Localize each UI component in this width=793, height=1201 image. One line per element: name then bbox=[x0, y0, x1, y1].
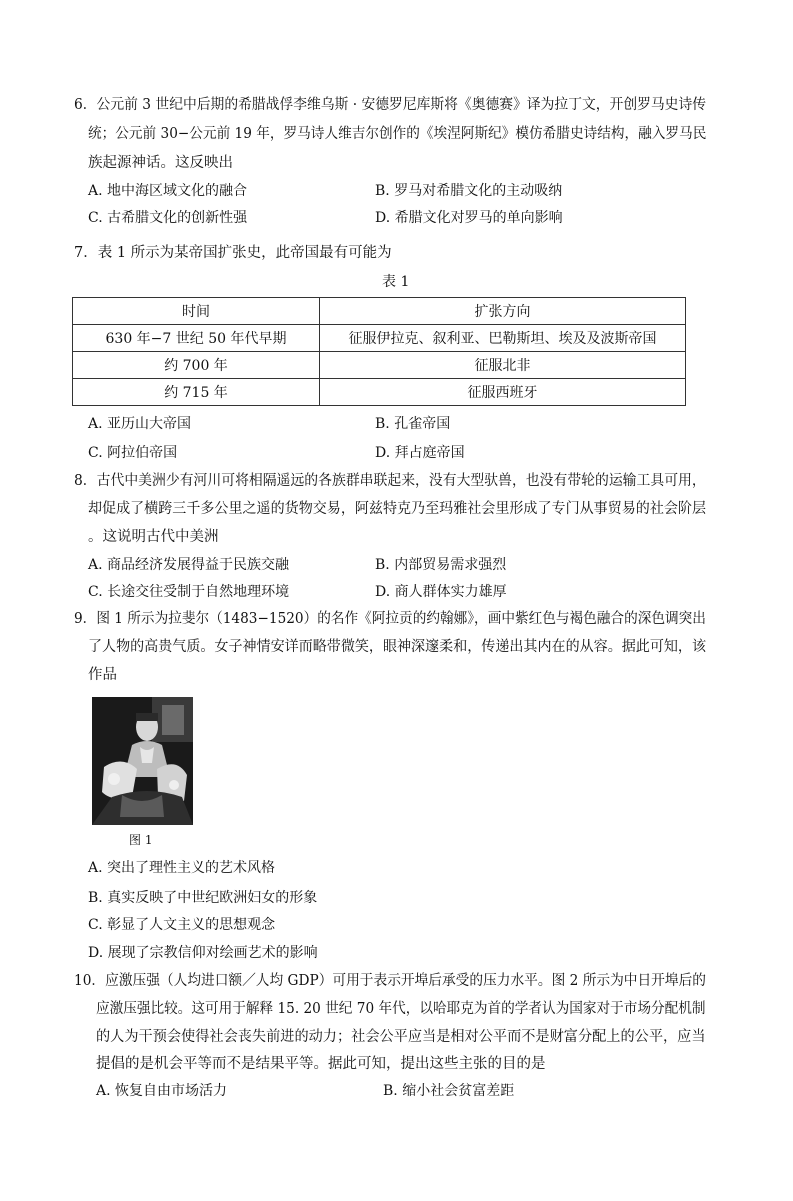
table-header-row bbox=[73, 298, 686, 325]
table-caption: 表 1 bbox=[382, 274, 410, 290]
table-row bbox=[73, 325, 686, 352]
q6-stem-line-3: 族起源神话。这反映出 bbox=[88, 155, 233, 171]
q6-stem-line-2: 统；公元前 30−公元前 19 年，罗马诗人维吉尔创作的《埃涅阿斯纪》模仿希腊史诗结构，融入罗马民 bbox=[88, 126, 707, 142]
q8-stem-line-3: 。这说明古代中美洲 bbox=[88, 529, 219, 545]
q8-stem-line-2: 却促成了横跨三千多公里之遥的货物交易，阿兹特克乃至玛雅社会里形成了专门从事贸易的社会阶层 bbox=[88, 501, 707, 517]
q7-option-b: B. 孔雀帝国 bbox=[375, 416, 451, 432]
table-cell-time: 630 年−7 世纪 50 年代早期 bbox=[73, 325, 320, 352]
q10-stem-line-4: 提倡的是机会平等而不是结果平等。据此可知，提出这些主张的目的是 bbox=[96, 1056, 546, 1072]
q8-stem-line-1: 8．古代中美洲少有河川可将相隔遥远的各族群串联起来，没有大型驮兽，也没有带轮的运输工具可用， bbox=[74, 473, 706, 489]
table-cell-time: 约 700 年 bbox=[73, 352, 320, 379]
table-cell-direction: 征服北非 bbox=[320, 352, 686, 379]
q7-option-a: A. 亚历山大帝国 bbox=[88, 416, 192, 432]
q6-option-a: A. 地中海区域文化的融合 bbox=[88, 183, 248, 199]
table-cell-time: 约 715 年 bbox=[73, 379, 320, 406]
expansion-table bbox=[72, 297, 686, 406]
q8-option-a: A. 商品经济发展得益于民族交融 bbox=[88, 557, 290, 573]
q6-option-d: D. 希腊文化对罗马的单向影响 bbox=[375, 210, 563, 226]
q10-stem-line-3: 的人为干预会使得社会丧失前进的动力；社会公平应当是相对公平而不是财富分配上的公平，应当 bbox=[96, 1029, 706, 1045]
table-row bbox=[73, 352, 686, 379]
q6-stem-line-1: 6．公元前 3 世纪中后期的希腊战俘李维乌斯 · 安德罗尼库斯将《奥德赛》译为拉丁文，开创罗马史诗传 bbox=[74, 97, 707, 113]
table-cell-direction: 征服西班牙 bbox=[320, 379, 686, 406]
q7-stem: 7．表 1 所示为某帝国扩张史，此帝国最有可能为 bbox=[74, 245, 392, 261]
q10-stem-line-2: 应激压强比较。这可用于解释 15. 20 世纪 70 年代，以哈耶克为首的学者认为国家对于市场分配机制 bbox=[96, 1001, 706, 1017]
q9-option-a: A. 突出了理性主义的艺术风格 bbox=[88, 860, 276, 876]
q6-option-b: B. 罗马对希腊文化的主动吸纳 bbox=[375, 183, 563, 199]
q8-option-d: D. 商人群体实力雄厚 bbox=[375, 584, 507, 600]
painting-image bbox=[92, 697, 193, 825]
q7-option-c: C. 阿拉伯帝国 bbox=[88, 445, 178, 461]
q9-option-c: C. 彰显了人文主义的思想观念 bbox=[88, 917, 276, 933]
q9-stem-line-3: 作品 bbox=[88, 667, 117, 683]
q10-stem-line-1: 10．应激压强（人均进口额／人均 GDP）可用于表示开埠后承受的压力水平。图 2 所示为中日开埠后的 bbox=[74, 973, 706, 989]
q9-stem-line-2: 了人物的高贵气质。女子神情安详而略带微笑，眼神深邃柔和，传递出其内在的从容。据此可知，该 bbox=[88, 639, 707, 655]
table-row bbox=[73, 379, 686, 406]
q10-option-b: B. 缩小社会贫富差距 bbox=[383, 1083, 515, 1099]
q10-option-a: A. 恢复自由市场活力 bbox=[96, 1083, 228, 1099]
figure-caption: 图 1 bbox=[129, 833, 153, 847]
table-header-direction: 扩张方向 bbox=[320, 298, 686, 325]
q9-option-d: D. 展现了宗教信仰对绘画艺术的影响 bbox=[88, 945, 318, 961]
table-header-time: 时间 bbox=[73, 298, 320, 325]
q7-option-d: D. 拜占庭帝国 bbox=[375, 445, 465, 461]
q8-option-b: B. 内部贸易需求强烈 bbox=[375, 557, 507, 573]
q9-option-b: B. 真实反映了中世纪欧洲妇女的形象 bbox=[88, 890, 318, 906]
q8-option-c: C. 长途交往受制于自然地理环境 bbox=[88, 584, 290, 600]
table-cell-direction: 征服伊拉克、叙利亚、巴勒斯坦、埃及及波斯帝国 bbox=[320, 325, 686, 352]
q6-option-c: C. 古希腊文化的创新性强 bbox=[88, 210, 248, 226]
q9-stem-line-1: 9．图 1 所示为拉斐尔（1483−1520）的名作《阿拉贡的约翰娜》，画中紫红色与褐色融合的深色调突出 bbox=[74, 611, 706, 627]
